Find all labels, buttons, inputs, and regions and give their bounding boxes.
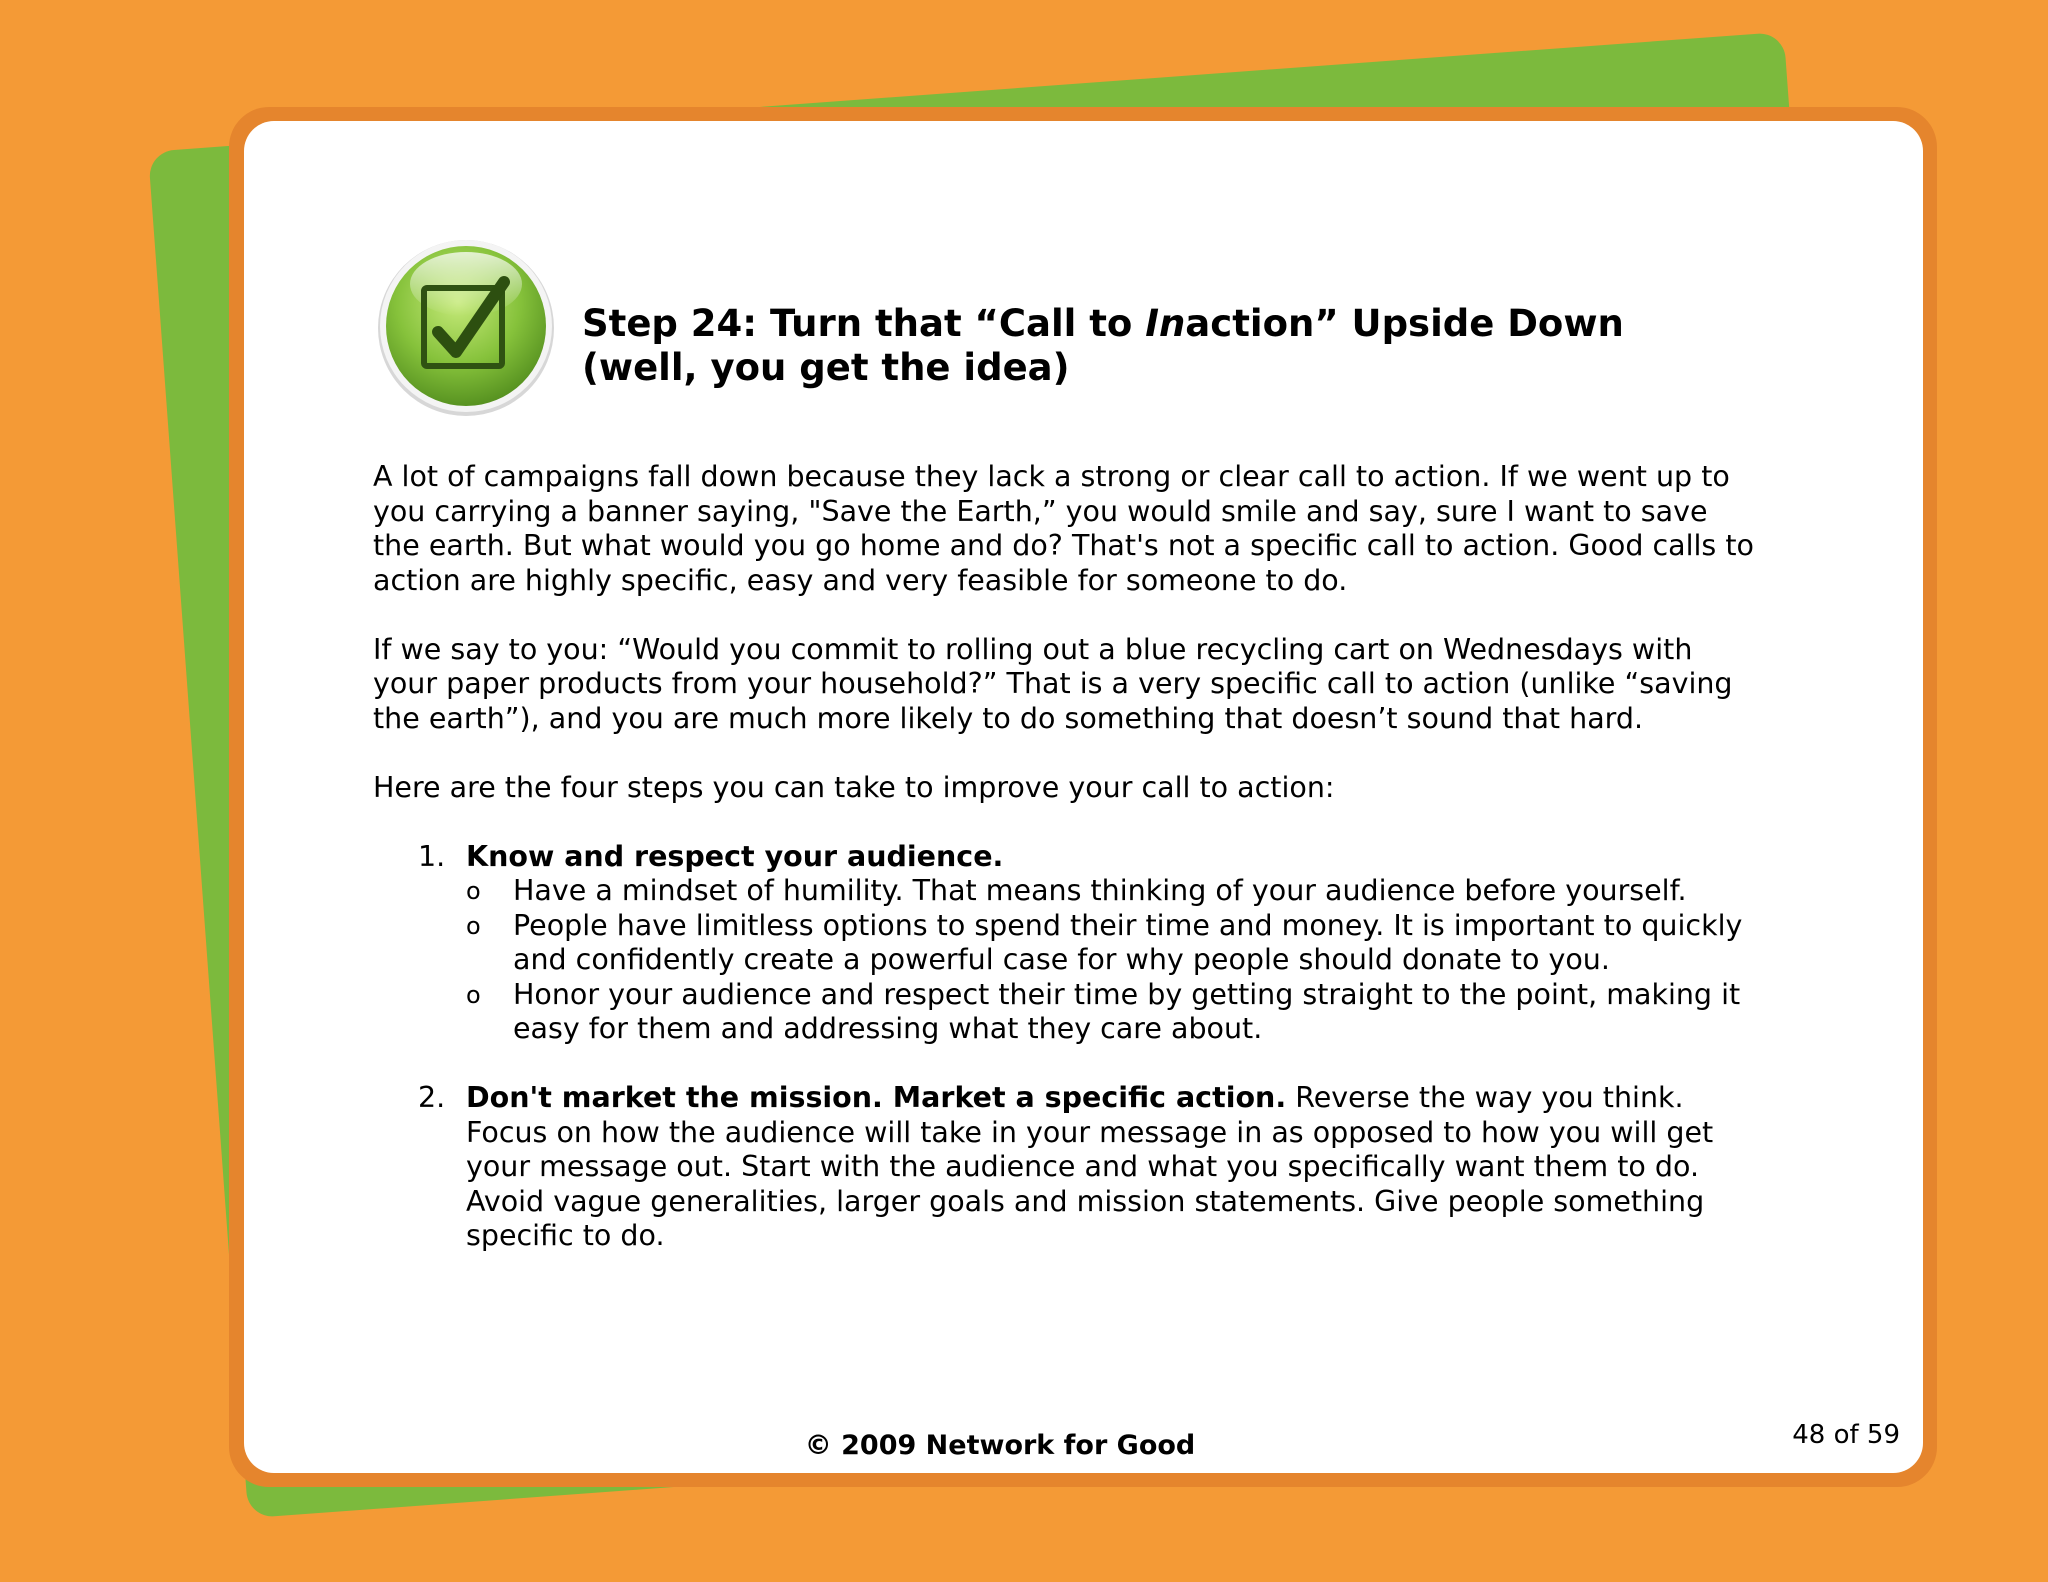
body-content [373, 460, 1773, 1288]
text-line: action are highly specific, easy and very feasible for someone to do. [373, 563, 1348, 597]
text-line: your paper products from your household?” That is a very specific call to action (unlike “saving [373, 667, 1733, 700]
text-line: Have a mindset of humility. That means thinking of your audience before yourself. [513, 874, 1687, 907]
green-checkbox-icon [376, 236, 556, 416]
title-prefix: Step 24: Turn that “Call to [582, 302, 1146, 345]
hollow-bullet-icon: o [466, 911, 481, 940]
text-line: the earth. But what would you go home and do? That's not a specific call to action. Good calls to [373, 529, 1754, 562]
title-line-1 [582, 302, 1782, 346]
paragraph-intro [373, 460, 1773, 598]
hollow-bullet-icon: o [466, 980, 481, 1009]
text-line: A lot of campaigns fall down because they lack a strong or clear call to action. If we went up to [373, 460, 1730, 493]
paragraph-steps-intro [373, 771, 1773, 806]
text-line: easy for them and addressing what they care about. [513, 1012, 1263, 1045]
list-number: 2. [418, 1081, 446, 1114]
sub-list [466, 874, 1773, 1047]
sub-list-item [466, 978, 1773, 1047]
list-number: 1. [418, 839, 446, 873]
text-line: Avoid vague generalities, larger goals and mission statements. Give people something [466, 1184, 1705, 1218]
text-line: and confidently create a powerful case for why people should donate to you. [513, 943, 1610, 976]
list-heading-rest: Reverse the way you think. [1286, 1081, 1684, 1114]
text-line: the earth”), and you are much more likely to do something that doesn’t sound that hard. [373, 701, 1644, 735]
list-heading-line [466, 1081, 1773, 1116]
list-item-2 [373, 1081, 1773, 1254]
sub-list-item [466, 874, 1773, 909]
footer-copyright: © 2009 Network for Good [804, 1430, 1196, 1461]
paragraph-example [373, 633, 1773, 737]
title-line-2: (well, you get the idea) [582, 346, 1070, 389]
title-italic: In [1145, 302, 1186, 345]
page-indicator: 48 of 59 [1792, 1420, 1900, 1450]
list-item-1 [373, 840, 1773, 1047]
list-heading: Know and respect your audience. [466, 839, 1004, 873]
text-line: People have limitless options to spend their time and money. It is important to quickly [513, 908, 1743, 942]
text-line: Honor your audience and respect their time by getting straight to the point, making it [513, 977, 1741, 1011]
page-title [582, 302, 1782, 390]
text-line: you carrying a banner saying, "Save the Earth,” you would smile and say, sure I want to save [373, 494, 1708, 528]
text-line: specific to do. [466, 1219, 665, 1252]
hollow-bullet-icon: o [466, 877, 481, 905]
text-line: If we say to you: “Would you commit to rolling out a blue recycling cart on Wednesdays with [373, 632, 1693, 666]
title-suffix: action” Upside Down [1185, 302, 1624, 345]
text-line: Here are the four steps you can take to improve your call to action: [373, 770, 1335, 804]
list-heading: Don't market the mission. Market a specific action. [466, 1081, 1287, 1114]
text-line: Focus on how the audience will take in your message in as opposed to how you will get [466, 1115, 1714, 1149]
sub-list-item [466, 909, 1773, 978]
text-line: your message out. Start with the audience and what you specifically want them to do. [466, 1150, 1700, 1183]
